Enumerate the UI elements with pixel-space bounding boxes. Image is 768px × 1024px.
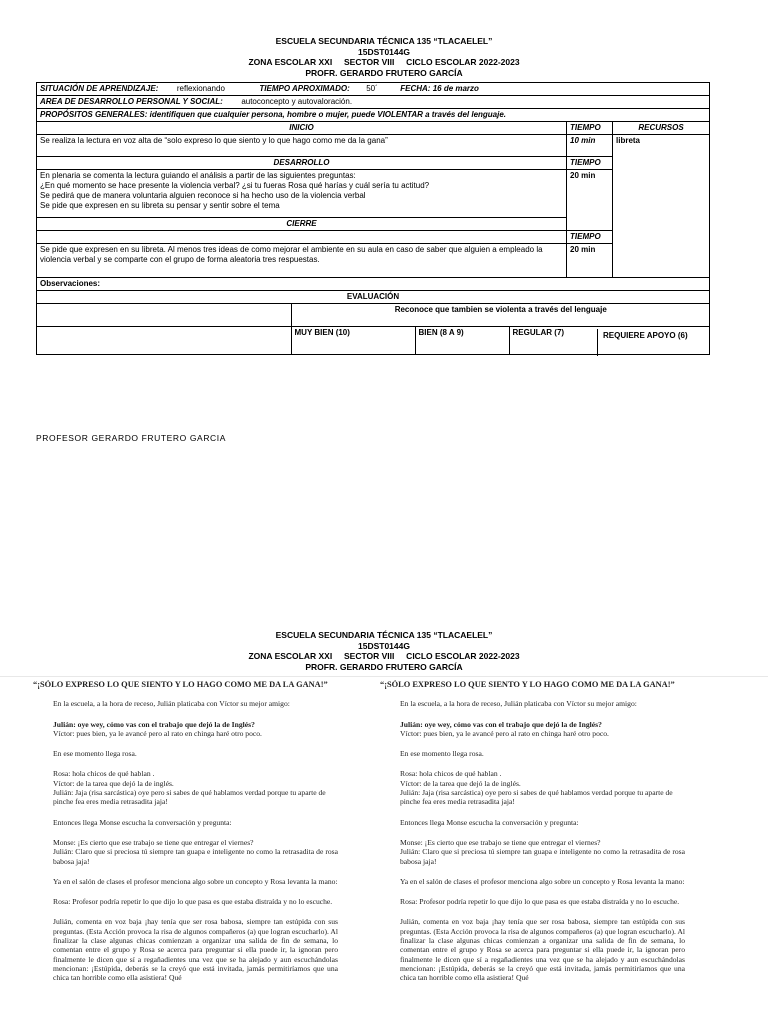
dialog-line: Víctor: de la tarea que dejó la de inglés. — [53, 778, 174, 788]
story-paragraph — [38, 720, 338, 739]
scale-requiere-apoyo: REQUIERE APOYO (6) — [603, 331, 688, 340]
scale-bien: BIEN (8 A 9) — [415, 326, 509, 354]
desarrollo-time: 20 min — [567, 170, 613, 231]
story-paragraph: Entonces llega Monse escucha la conversación y pregunta: — [53, 817, 232, 827]
signature-line: PROFESOR GERARDO FRUTERO GARCIA — [36, 433, 227, 443]
story-paragraph: Julián, comenta en voz baja ¡hay tenía que ser rosa babosa, siempre tan estúpida con sus preguntas. (Esta Acción provoca la risa de algunos compañeros (a) que logran escucharlo). Al finalizar la clase algunas chicas comienzan a organizar una salida de fin de semana, lo comentan entre el grupo y Rosa se acerca para preguntar si ella puede ir, la ignoran pero finalmente le dicen que sí a regañadientes una vez que se ha alejado y aun escuchándolas mencionan: ¡Estúpida, deberás se la creyó que está invitada, jamás permitiríamos que una chica tan horrible como ella asistiera! Qué — [400, 917, 685, 983]
story-paragraph: Ya en el salón de clases el profesor menciona algo sobre un concepto y Rosa levanta la mano: — [400, 876, 685, 886]
school-code: 15DST0144G — [358, 46, 410, 57]
story-paragraph — [385, 720, 685, 739]
story-column-left — [33, 680, 338, 994]
story-paragraph — [38, 838, 338, 866]
scale-regular: REGULAR (7) — [512, 327, 565, 337]
story-title: “¡SÓLO EXPRESO LO QUE SIENTO Y LO HAGO COMO ME DA LA GANA!” — [380, 680, 675, 689]
desarrollo-line: ¿En qué momento se hace presente la violencia verbal? ¿si tu fueras Rosa qué harías y cuál sería tu actitud? — [40, 181, 430, 190]
area-value: autoconcepto y autovaloración. — [241, 97, 353, 106]
situacion-row — [37, 83, 710, 96]
school-code: 15DST0144G — [358, 640, 410, 651]
story-paragraph: En la escuela, a la hora de receso, Julián platicaba con Víctor su mejor amigo: — [400, 699, 637, 709]
inicio-time: 10 min — [567, 135, 613, 157]
lesson-plan-table — [36, 82, 710, 355]
story-paragraph: En ese momento llega rosa. — [400, 749, 484, 759]
dialog-line: Julián: Jaja (risa sarcástica) oye pero si sabes de qué hablamos verdad porque tu aparte de pinche fea eres media retrasadita jaja! — [400, 788, 673, 807]
cierre-tiempo-header: TIEMPO — [567, 231, 613, 244]
area-row — [37, 96, 710, 109]
story-paragraph — [385, 769, 685, 806]
evaluacion-blank — [37, 304, 291, 326]
inicio-header: INICIO — [37, 122, 567, 135]
cierre-time: 20 min — [567, 244, 613, 278]
zone-line: ZONA ESCOLAR XXI SECTOR VIII CICLO ESCOLAR 2022-2023 — [248, 57, 520, 67]
story-paragraph: Rosa: Profesor podría repetir lo que dijo lo que pasa es que estaba distraída y no lo escuche. — [53, 897, 333, 907]
dialog-line: Rosa: hola chicos de qué hablan . — [53, 769, 155, 779]
dialog-line: Víctor: pues bien, ya le avancé pero al rato en chinga haré otro poco. — [400, 728, 609, 738]
story-paragraph — [385, 838, 685, 866]
story-paragraph: En la escuela, a la hora de receso, Julián platicaba con Víctor su mejor amigo: — [53, 699, 290, 709]
scale-divider — [597, 329, 598, 356]
tiempo-aprox-label: TIEMPO APROXIMADO: — [259, 84, 350, 93]
dialog-line: Julián: Jaja (risa sarcástica) oye pero si sabes de qué hablamos verdad porque tu aparte de pinche fea eres media retrasadita jaja! — [53, 788, 326, 807]
recursos-header: RECURSOS — [613, 122, 710, 135]
desarrollo-tiempo-header: TIEMPO — [567, 157, 613, 170]
tiempo-header: TIEMPO — [567, 122, 613, 135]
dialog-line: Rosa: hola chicos de qué hablan . — [400, 769, 502, 779]
desarrollo-line: En plenaria se comenta la lectura guiando el análisis a partir de las siguientes preguntas: — [40, 171, 356, 180]
page2-header — [0, 630, 768, 672]
dialog-line: Julián: Claro que si preciosa tú siempre tan guapa e inteligente no como la retrasadita de rosa babosa jaja! — [53, 847, 338, 866]
story-paragraph: Rosa: Profesor podría repetir lo que dijo lo que pasa es que estaba distraída y no lo escuche. — [400, 897, 680, 907]
dialog-line: Julián: oye wey, cómo vas con el trabajo que dejó la de Inglés? — [53, 719, 255, 729]
dialog-line: Víctor: pues bien, ya le avancé pero al rato en chinga haré otro poco. — [53, 728, 262, 738]
page1-header — [0, 36, 768, 78]
story-paragraph: Ya en el salón de clases el profesor menciona algo sobre un concepto y Rosa levanta la mano: — [53, 876, 338, 886]
evaluacion-header: EVALUACIÓN — [37, 291, 710, 304]
evaluacion-grid — [37, 304, 710, 354]
school-name: ESCUELA SECUNDARIA TÉCNICA 135 “TLACAELEL” — [275, 630, 493, 640]
situacion-value: reflexionando — [176, 84, 225, 93]
desarrollo-text — [37, 170, 567, 218]
situacion-label: SITUACIÓN DE APRENDIZAJE: — [40, 84, 159, 93]
evaluacion-blank-2 — [37, 326, 291, 354]
page-divider — [0, 676, 768, 677]
story-paragraph: En ese momento llega rosa. — [53, 749, 137, 759]
story-title: “¡SÓLO EXPRESO LO QUE SIENTO Y LO HAGO COMO ME DA LA GANA!” — [33, 680, 328, 689]
dialog-line: Víctor: de la tarea que dejó la de inglés. — [400, 778, 521, 788]
cierre-header: CIERRE — [37, 218, 567, 231]
story-columns — [0, 680, 768, 1024]
evaluacion-body — [37, 304, 710, 355]
cierre-spacer — [37, 231, 567, 244]
recursos-value: libreta — [613, 135, 710, 278]
teacher-name: PROFR. GERARDO FRUTERO GARCÍA — [305, 661, 463, 672]
desarrollo-line: Se pide que expresen en su libreta su pensar y sentir sobre el tema — [40, 201, 280, 210]
desarrollo-line: Se pedirá que de manera voluntaria alguien reconoce si ha hecho uso de la violencia verbal — [40, 191, 366, 200]
observaciones-row: Observaciones: — [37, 278, 710, 291]
dialog-line: Monse: ¡Es cierto que ese trabajo se tiene que entregar el viernes? — [400, 837, 601, 847]
scale-muy-bien: MUY BIEN (10) — [291, 326, 415, 354]
school-name: ESCUELA SECUNDARIA TÉCNICA 135 “TLACAELEL” — [275, 36, 493, 46]
dialog-line: Monse: ¡Es cierto que ese trabajo se tiene que entregar el viernes? — [53, 837, 254, 847]
story-column-right — [380, 680, 685, 994]
story-paragraph — [38, 769, 338, 806]
dialog-line: Julián: Claro que si preciosa tú siempre tan guapa e inteligente no como la retrasadita de rosa babosa jaja! — [400, 847, 685, 866]
zone-line: ZONA ESCOLAR XXI SECTOR VIII CICLO ESCOLAR 2022-2023 — [248, 651, 520, 661]
cierre-text: Se pide que expresen en su libreta. Al menos tres ideas de como mejorar el ambiente en su aula en caso de saber que alguien a empleado la violencia verbal y se comparte con el grupo de forma aleatoria tres respuestas. — [37, 244, 567, 278]
area-label: AREA DE DESARROLLO PERSONAL Y SOCIAL: — [40, 97, 223, 106]
propositos-row: PROPÓSITOS GENERALES: identifiquen que cualquier persona, hombre o mujer, puede VIOLENTAR a través del lenguaje. — [37, 109, 710, 122]
inicio-text: Se realiza la lectura en voz alta de “solo expreso lo que siento y lo que hago como me da la gana” — [37, 135, 567, 157]
story-paragraph: Entonces llega Monse escucha la conversación y pregunta: — [400, 817, 579, 827]
dialog-line: Julián: oye wey, cómo vas con el trabajo que dejó la de Inglés? — [400, 719, 602, 729]
tiempo-aprox-value: 50´ — [366, 84, 378, 93]
fecha-label: FECHA: 16 de marzo — [400, 84, 479, 93]
story-paragraph: Julián, comenta en voz baja ¡hay tenía que ser rosa babosa, siempre tan estúpida con sus preguntas. (Esta Acción provoca la risa de algunos compañeros (a) que logran escucharlo). Al finalizar la clase algunas chicas comienzan a organizar una salida de fin de semana, lo comentan entre el grupo y Rosa se acerca para preguntar si ella puede ir, la ignoran pero finalmente le dicen que sí a regañadientes una vez que se ha alejado y aun escuchándolas mencionan: ¡Estúpida, deberás se la creyó que está invitada, jamás permitiríamos que una chica tan horrible como ella asistiera! Qué — [53, 917, 338, 983]
teacher-name: PROFR. GERARDO FRUTERO GARCÍA — [305, 67, 463, 78]
evaluacion-criterion: Reconoce que tambien se violenta a través del lenguaje — [394, 305, 607, 314]
desarrollo-header: DESARROLLO — [37, 157, 567, 170]
